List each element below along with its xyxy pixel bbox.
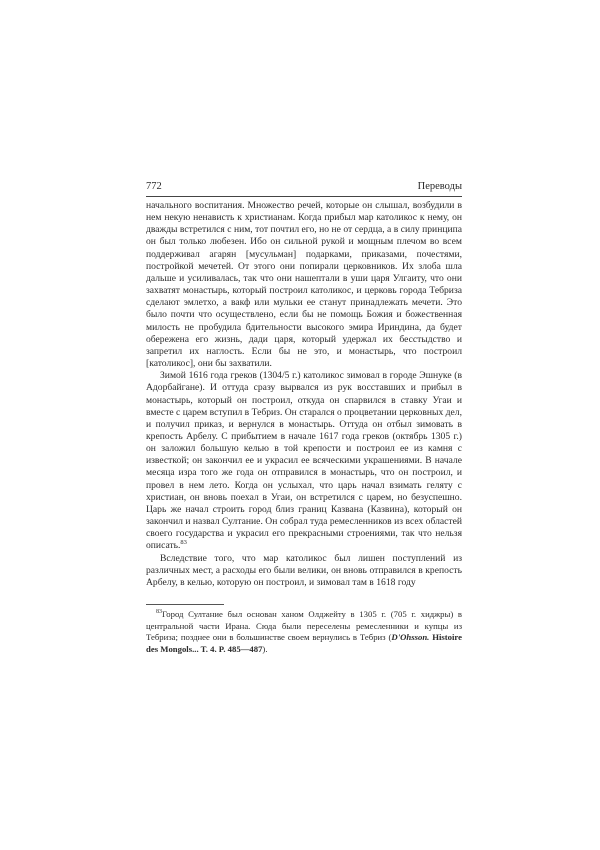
footnote-author: D'Ohsson. xyxy=(391,632,430,643)
page-number: 772 xyxy=(146,181,162,192)
header-rule xyxy=(146,196,462,197)
paragraph-3: Вследствие того, что мар католикос был лишен поступлений из различных мест, а расходы его были велики, он вновь отправился в крепость Арбелу, в келью, которую он построил, и зимовал там в 1618 году xyxy=(146,552,462,588)
footnote-reference[interactable]: 83 xyxy=(180,539,187,547)
footnote-rule xyxy=(146,604,224,605)
footnote-end: ). xyxy=(262,643,268,654)
footnote-number: 83 xyxy=(156,609,162,616)
footnote-source: Histoire des Mongols... T. 4. P. 485—487 xyxy=(146,632,462,654)
paragraph-2 xyxy=(146,370,462,552)
footnote xyxy=(146,609,462,655)
running-title: Переводы xyxy=(417,181,462,192)
main-text xyxy=(146,200,462,589)
page-header xyxy=(146,181,462,193)
paragraph-1: начального воспитания. Множество речей, которые он слышал, возбудили в нем некую ненависть к христианам. Когда прибыл мар католикос к нему, он дважды встретился с ним, тот почтил его, но не от сердца, а в силу принципа он был только любезен. Ибо он сильной рукой и мощным плечом во всем поддерживал агарян [мусульман] подарками, приказами, почестями, постройкой мечетей. От этого они попирали церковников. Их злоба шла дальше и усиливалась, так что они нашептали в уши царя Улгаиту, что они захватят монастырь, который построил католикос, и церковь города Тебриза сделают эмлетхо, а вакф или мульки ее станут принадлежать мечети. Это было почти что осуществлено, если бы не помощь Божия и божественная милость не пробудила бдительности высокого эмира Ириндина, да будет обережена его жизнь, дади царя, который удержал их бесстыдство и запретил их наглость. Если бы не это, и монастырь, что построил [католикос], они бы захватили. xyxy=(146,200,462,370)
footnote-text: Город Султание был основан ханом Олджейту в 1305 г. (705 г. хиджры) в центральной части Ирана. Сюда были переселены ремесленники и купцы из Тебриза; позднее они в большинстве своем вернулись в Тебриз ( xyxy=(146,609,462,643)
paragraph-2-text: Зимой 1616 года греков (1304/5 г.) католикос зимовал в городе Эшнуке (в Адорбайгане). И оттуда сразу вырвался из рук восставших и прибыл в монастырь, который он построил, откуда он спарвился в ставку Угаи и вместе с царем вступил в Тебриз. Он старался о процветании церковных дел, и получил приказ, и вернулся в монастырь. Оттуда он отбыл зимовать в крепость Арбелу. С прибытием в начале 1617 года греков (октябрь 1305 г.) он заложил большую келью в той крепости и построил ее из камня с известкой; он закончил ее и украсил ее всяческими украшениями. В начале месяца изра того же года он отправился в монастырь, что он построил, и провел в нем лето. Когда он услыхал, что царь начал взимать геляту с христиан, он вновь поехал в Угаи, он встретился с царем, но безуспешно. Царь же начал строить город близ границ Казвана (Казвина), который он закончил и назвал Султание. Он собрал туда ремесленников из всех областей своего государства и украсил его прекрасными строениями, так что нельзя описать. xyxy=(146,370,462,552)
footnote-83 xyxy=(146,609,462,655)
